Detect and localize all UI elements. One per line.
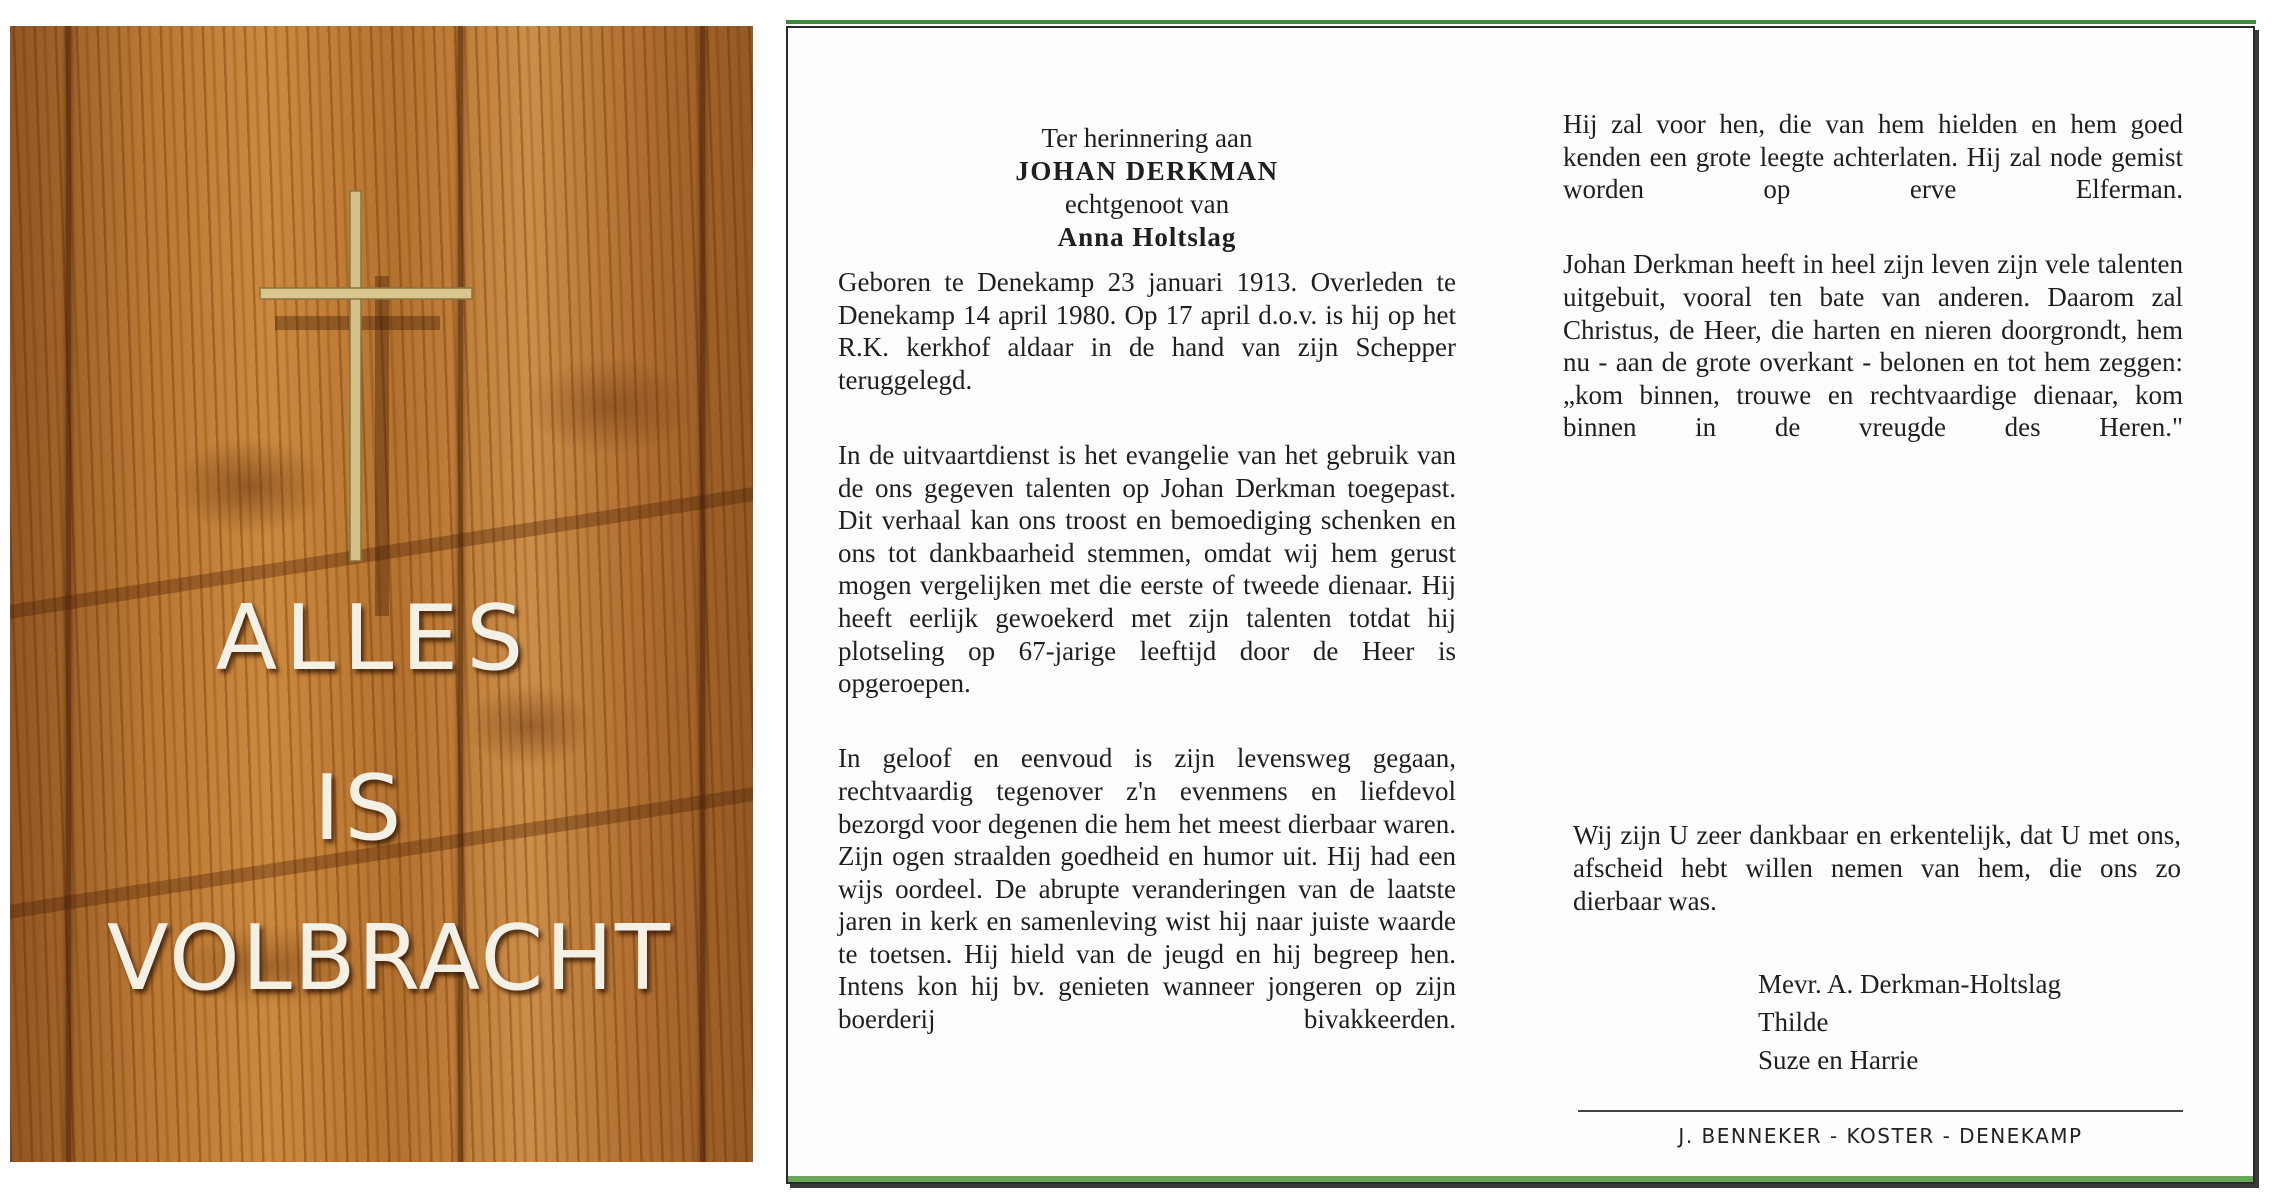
spouse-name: Anna Holtslag [1057, 222, 1237, 252]
paragraph-birth-death: Geboren te Denekamp 23 januari 1913. Overleden te Denekamp 14 april 1980. Op 17 april d.o.v. is hij op het R.K. kerkhof aldaar in de hand van zijn Schepper teruggelegd. [838, 267, 1456, 395]
memorial-heading [838, 122, 1456, 254]
paragraph-life: In geloof en eenvoud is zijn levensweg gegaan, rechtvaardig tegenover z'n evenmens en liefdevol bezorgd voor degenen die hem het meest dierbaar waren. Zijn ogen straalden goedheid en humor uit. Hij had een wijs oordeel. De abrupte veranderingen van de laatste jaren in kerk en samenleving wist hij naar juiste waarde te toetsen. Hij hield van de jeugd en hij begreep hen. Intens kon hij bv. genieten wanneer jongeren op zijn boerderij bivakkeerden. [838, 743, 1456, 1035]
heading-line: echtgenoot van [1064, 189, 1230, 219]
paragraph-remembrance: Hij zal voor hen, die van hem hielden en hem goed kenden een grote leegte achterlaten. Hij zal node gemist worden op erve Elferman. [1563, 109, 2183, 205]
paragraph-talents: Johan Derkman heeft in heel zijn leven zijn vele talenten uitgebuit, vooral ten bate van anderen. Daarom zal Christus, de Heer, die harten en nieren doorgrondt, hem nu - aan de grote overkant - belonen en tot hem zeggen: „kom binnen, trouwe en rechtvaardige dienaar, kom binnen in de vreugde des Heren." [1563, 249, 2183, 443]
deceased-name: JOHAN DERKMAN [1015, 156, 1279, 186]
signer: Suze en Harrie [1758, 1045, 1919, 1075]
paragraph-funeral-service: In de uitvaartdienst is het evangelie van het gebruik van de ons gegeven talenten op Johan Derkman toegepast. Dit verhaal kan ons troost en bemoediging schenken en ons tot dankbaarheid stemmen, omdat wij hem gerust mogen vergelijken met die eerste of tweede dienaar. Hij heeft eerlijk gewoekerd met zijn talenten totdat hij plotseling op 67-jarige leeftijd door de Heer is opgeroepen. [838, 439, 1456, 699]
signers-list [1758, 965, 2061, 1079]
card-top-edge [786, 20, 2256, 24]
right-text-column [1563, 108, 2183, 487]
thanks-message: Wij zijn U zeer dankbaar en erkentelijk, dat U met ons, afscheid hebt willen nemen van hem, die ons zo dierbaar was. [1573, 820, 2181, 916]
signer: Mevr. A. Derkman-Holtslag [1758, 969, 2061, 999]
signer: Thilde [1758, 1007, 1829, 1037]
card-front-wood-panel [10, 26, 753, 1162]
left-text-column [838, 122, 1456, 1078]
printer-credit: J. BENNEKER - KOSTER - DENEKAMP [1678, 1124, 2083, 1148]
footer-divider [1578, 1110, 2183, 1112]
front-word-alles: ALLES [215, 586, 532, 691]
front-word-volbracht: VOLBRACHT [106, 906, 673, 1011]
heading-line: Ter herinnering aan [1041, 123, 1253, 153]
front-word-is: IS [313, 756, 406, 861]
